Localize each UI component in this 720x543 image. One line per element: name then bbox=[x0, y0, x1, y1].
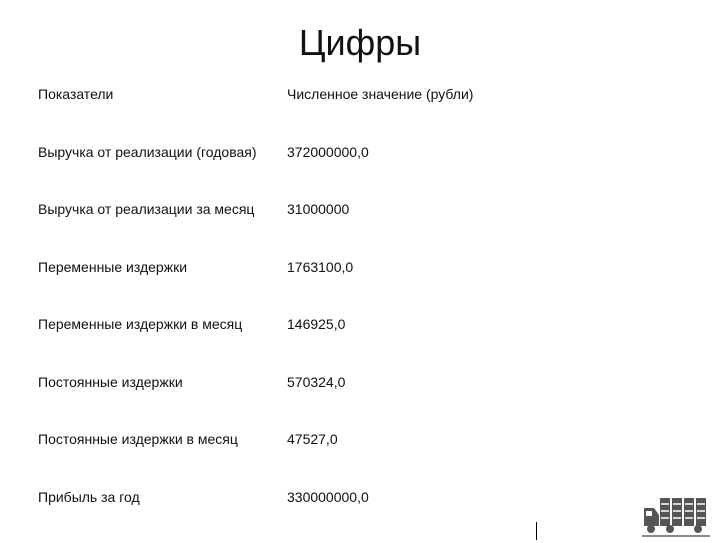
table-row bbox=[38, 427, 678, 451]
text-cursor bbox=[536, 522, 537, 540]
truck-icon bbox=[640, 494, 712, 538]
row-label: Постоянные издержки bbox=[38, 374, 183, 390]
table-row bbox=[38, 370, 678, 394]
table-row bbox=[38, 197, 678, 221]
row-value: 570324,0 bbox=[287, 374, 346, 390]
table-row bbox=[38, 485, 678, 509]
row-label: Выручка от реализации за месяц bbox=[38, 201, 255, 217]
row-value: 1763100,0 bbox=[287, 259, 354, 275]
table-row bbox=[38, 140, 678, 164]
row-label: Выручка от реализации (годовая) bbox=[38, 144, 257, 160]
header-value: Численное значение (рубли) bbox=[287, 86, 474, 102]
slide-title: Цифры bbox=[298, 22, 422, 63]
row-value: 372000000,0 bbox=[287, 144, 369, 160]
table-row bbox=[38, 255, 678, 279]
table-row bbox=[38, 312, 678, 336]
row-label: Переменные издержки bbox=[38, 259, 188, 275]
row-label: Прибыль за год bbox=[38, 489, 140, 505]
row-value: 47527,0 bbox=[287, 431, 338, 447]
header-label: Показатели bbox=[38, 86, 114, 102]
row-value: 31000000 bbox=[287, 201, 350, 217]
table-header-row bbox=[38, 82, 678, 106]
row-value: 146925,0 bbox=[287, 316, 346, 332]
row-value: 330000000,0 bbox=[287, 489, 369, 505]
row-label: Переменные издержки в месяц bbox=[38, 316, 243, 332]
row-label: Постоянные издержки в месяц bbox=[38, 431, 238, 447]
truck-logo bbox=[640, 494, 712, 538]
